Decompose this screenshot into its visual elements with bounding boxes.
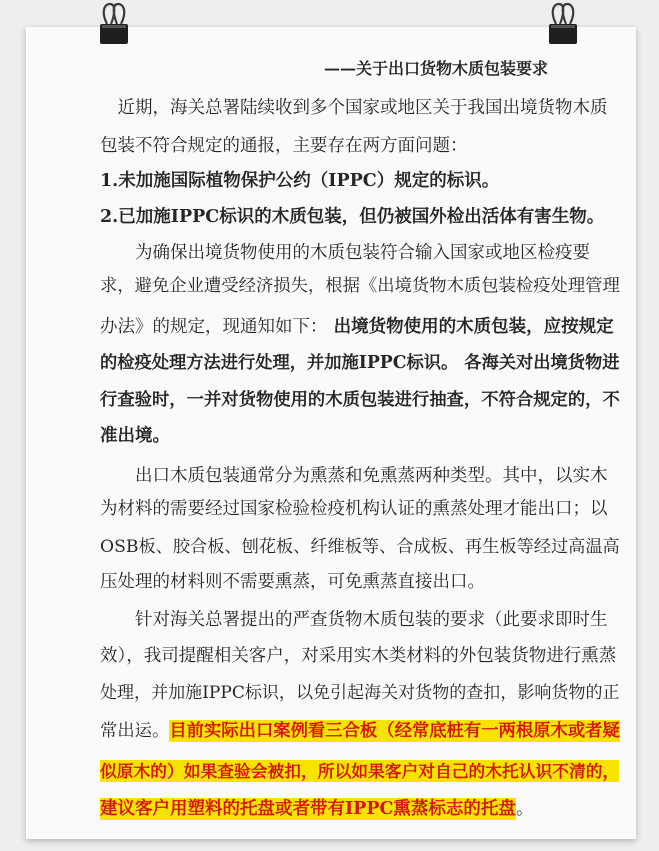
bold-text: 准出境。 <box>100 426 170 446</box>
binder-clip-icon <box>97 2 131 48</box>
bold-text: 行查验时，一并对货物使用的木质包装进行抽查，不符合规定的，不 <box>100 390 620 410</box>
body-text: 效），我司提醒相关客户，对采用实木类材料的外包装货物进行熏蒸 <box>100 646 617 666</box>
bold-text: 1.未加施国际植物保护公约（IPPC）规定的标识。 <box>100 171 500 191</box>
body-text: 针对海关总署提出的严查货物木质包装的要求（此要求即时生 <box>100 610 608 630</box>
document-title: ——关于出口货物木质包装要求 <box>324 59 549 78</box>
body-line <box>100 316 614 338</box>
body-line <box>100 760 619 782</box>
body-line <box>100 242 590 264</box>
body-text: 为确保出境货物使用的木质包装符合输入国家或地区检疫要 <box>100 243 590 263</box>
bold-text: 出境货物使用的木质包装，应按规定 <box>327 317 614 337</box>
body-line <box>100 609 608 631</box>
highlighted-text: 目前实际出口案例看三合板（经常底桩有一两根原木或者疑 <box>169 721 620 741</box>
body-line <box>100 389 620 411</box>
body-line <box>100 170 499 192</box>
binder-clip-icon <box>546 2 580 48</box>
body-line <box>100 798 533 820</box>
body-text: OSB板、胶合板、刨花板、纤维板等、合成板、再生板等经过高温高 <box>100 537 620 557</box>
body-line <box>100 465 608 487</box>
body-text: 近期，海关总署陆续收到多个国家或地区关于我国出境货物木质 <box>100 98 608 118</box>
body-line <box>100 536 620 558</box>
body-text: 包装不符合规定的通报，主要存在两方面问题： <box>100 136 468 156</box>
body-line <box>100 571 485 593</box>
body-text: 。 <box>515 799 534 819</box>
bold-text: 的检疫处理方法进行处理，并加施IPPC标识。 各海关对出境货物进 <box>100 353 620 373</box>
body-text: 常出运。 <box>100 721 170 741</box>
body-line <box>100 135 468 157</box>
highlighted-text: 建议客户用塑料的托盘或者带有IPPC熏蒸标志的托盘 <box>100 799 516 819</box>
body-text: 求，避免企业遭受经济损失，根据《出境货物木质包装检疫处理管理 <box>100 276 620 296</box>
bold-text: 2.已加施IPPC标识的木质包装，但仍被国外检出活体有害生物。 <box>100 207 605 227</box>
body-line <box>100 352 620 374</box>
body-line <box>100 645 616 667</box>
body-line <box>100 425 170 447</box>
body-text: 办法》的规定，现通知如下： <box>100 317 328 337</box>
body-text: 出口木质包装通常分为熏蒸和免熏蒸两种类型。其中，以实木 <box>100 466 608 486</box>
body-line <box>100 682 620 704</box>
body-line <box>100 720 620 742</box>
body-line <box>100 97 608 119</box>
body-text: 压处理的材料则不需要熏蒸，可免熏蒸直接出口。 <box>100 572 485 592</box>
body-line <box>100 275 620 297</box>
body-text: 处理，并加施IPPC标识，以免引起海关对货物的查扣，影响货物的正 <box>100 683 620 703</box>
body-line <box>100 498 608 520</box>
body-line <box>100 206 604 228</box>
highlighted-text: 似原木的）如果查验会被扣，所以如果客户对自己的木托认识不清的， <box>100 761 620 781</box>
body-text: 为材料的需要经过国家检验检疫机构认证的熏蒸处理才能出口；以 <box>100 499 608 519</box>
